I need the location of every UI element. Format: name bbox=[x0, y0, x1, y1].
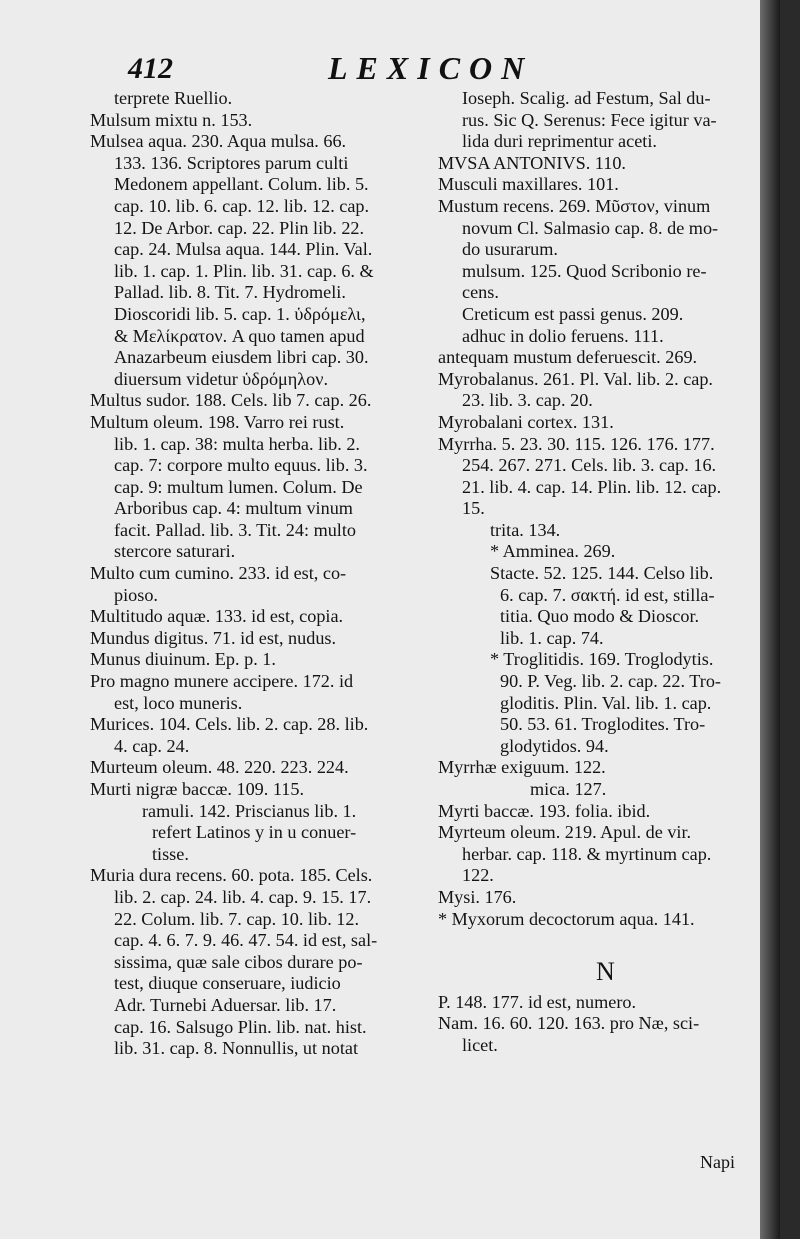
index-entry-line: lib. 2. cap. 24. lib. 4. cap. 9. 15. 17. bbox=[114, 886, 372, 907]
index-entry-line: tisse. bbox=[152, 843, 189, 864]
index-entry-line: mica. 127. bbox=[530, 779, 607, 799]
index-entry-line: Multitudo aquæ. 133. id est, copia. bbox=[90, 606, 344, 627]
index-entry-line: Myrteum oleum. 219. Apul. de vir. bbox=[438, 822, 692, 843]
index-entry-line: Creticum est passi genus. 209. bbox=[462, 303, 684, 324]
index-entry-line: Murices. 104. Cels. lib. 2. cap. 28. lib. bbox=[90, 714, 369, 735]
index-entry-line: 90. P. Veg. lib. 2. cap. 22. Tro- bbox=[500, 671, 721, 692]
index-entry-line: 122. bbox=[462, 865, 494, 886]
index-entry-line: 21. lib. 4. cap. 14. Plin. lib. 12. cap. bbox=[462, 476, 722, 497]
index-entry-line: novum Cl. Salmasio cap. 8. de mo- bbox=[462, 217, 719, 238]
index-entry-line: Mulsea aqua. 230. Aqua mulsa. 66. bbox=[90, 131, 347, 152]
index-entry-line: Ioseph. Scalig. ad Festum, Sal du- bbox=[462, 88, 711, 108]
section-gap bbox=[438, 930, 774, 952]
index-entry-line: cap. 24. Mulsa aqua. 144. Plin. Val. bbox=[114, 239, 373, 260]
index-entry-line: Mustum recens. 269. Μῦστον, vinum bbox=[438, 195, 711, 216]
index-entry-line: Murteum oleum. 48. 220. 223. 224. bbox=[90, 757, 349, 778]
index-entry-line: Medonem appellant. Colum. lib. 5. bbox=[114, 174, 369, 195]
catchword: Napi bbox=[700, 1152, 735, 1172]
index-entry-line: Pallad. lib. 8. Tit. 7. Hydromeli. bbox=[114, 282, 346, 303]
index-entry-line: ramuli. 142. Priscianus lib. 1. bbox=[142, 800, 357, 821]
page-number: 412 bbox=[128, 52, 173, 85]
index-entry-line: licet. bbox=[462, 1034, 498, 1055]
index-entry-line: Myrobalanus. 261. Pl. Val. lib. 2. cap. bbox=[438, 368, 713, 389]
index-entry-line: diuersum videtur ὑδρόμηλον. bbox=[114, 368, 328, 389]
index-entry-line: 15. bbox=[462, 498, 485, 519]
index-entry-line: lib. 1. cap. 1. Plin. lib. 31. cap. 6. & bbox=[114, 260, 374, 281]
index-entry-line: lib. 31. cap. 8. Nonnullis, ut notat bbox=[114, 1038, 358, 1059]
index-entry-line: 133. 136. Scriptores parum culti bbox=[114, 152, 349, 173]
index-entry-line: Myrrha. 5. 23. 30. 115. 126. 176. 177. bbox=[438, 433, 715, 454]
index-entry-line: cap. 4. 6. 7. 9. 46. 47. 54. id est, sal- bbox=[114, 930, 378, 951]
index-entry-line: Adr. Turnebi Aduersar. lib. 17. bbox=[114, 994, 337, 1015]
index-entry-line: pioso. bbox=[114, 584, 158, 605]
index-entry-line: sissima, quæ sale cibos durare po- bbox=[114, 951, 363, 972]
index-entry-line: P. 148. 177. id est, numero. bbox=[438, 991, 637, 1012]
index-entry-line: Murti nigræ baccæ. 109. 115. bbox=[90, 779, 305, 799]
index-entry-line: antequam mustum deferuescit. 269. bbox=[438, 347, 698, 368]
index-entry-line: Mysi. 176. bbox=[438, 886, 517, 907]
index-entry-line: stercore saturari. bbox=[114, 541, 236, 562]
index-entry-line: MVSA ANTONIVS. 110. bbox=[438, 152, 626, 173]
index-entry-line: test, diuque conseruare, iudicio bbox=[114, 973, 341, 994]
index-entry-line: cens. bbox=[462, 282, 499, 303]
index-entry-line: cap. 16. Salsugo Plin. lib. nat. hist. bbox=[114, 1016, 367, 1037]
index-entry-line: herbar. cap. 118. & myrtinum cap. bbox=[462, 843, 712, 864]
index-entry-line: lib. 1. cap. 74. bbox=[500, 627, 604, 648]
index-entry-line: Nam. 16. 60. 120. 163. pro Næ, sci- bbox=[438, 1013, 700, 1034]
index-entry-line: 50. 53. 61. Troglodites. Tro- bbox=[500, 714, 706, 735]
index-entry-line: Multo cum cumino. 233. id est, co- bbox=[90, 563, 347, 584]
index-entry-line: Mundus digitus. 71. id est, nudus. bbox=[90, 627, 337, 648]
right-column bbox=[438, 88, 774, 1057]
index-entry-line: 6. cap. 7. σακτή. id est, stilla- bbox=[500, 584, 715, 605]
index-entry-line: Anazarbeum eiusdem libri cap. 30. bbox=[114, 347, 369, 368]
index-entry-line: lida duri reprimentur aceti. bbox=[462, 131, 657, 152]
index-entry-line: Multum oleum. 198. Varro rei rust. bbox=[90, 411, 345, 432]
index-entry-line: titia. Quo modo & Dioscor. bbox=[500, 606, 700, 627]
index-entry-line: cap. 9: multum lumen. Colum. De bbox=[114, 476, 363, 497]
index-entry-line: Musculi maxillares. 101. bbox=[438, 174, 619, 195]
index-entry-line: rus. Sic Q. Serenus: Fece igitur va- bbox=[462, 109, 717, 130]
section-letter: N bbox=[596, 956, 615, 986]
index-entry-line: * Myxorum decoctorum aqua. 141. bbox=[438, 908, 695, 929]
index-entry-line: Dioscoridi lib. 5. cap. 1. ὑδρόμελι, bbox=[114, 303, 366, 324]
index-entry-line: adhuc in dolio feruens. 111. bbox=[462, 325, 664, 346]
index-entry-line: Multus sudor. 188. Cels. lib 7. cap. 26. bbox=[90, 390, 372, 411]
index-entry-line: Myrobalani cortex. 131. bbox=[438, 411, 614, 432]
index-entry-line: Arboribus cap. 4: multum vinum bbox=[114, 498, 353, 519]
index-entry-line: refert Latinos y in u conuer- bbox=[152, 822, 357, 843]
index-entry-line: do usurarum. bbox=[462, 239, 558, 260]
index-entry-line: Pro magno munere accipere. 172. id bbox=[90, 671, 354, 692]
index-entry-line: 254. 267. 271. Cels. lib. 3. cap. 16. bbox=[462, 455, 717, 476]
index-entry-line: gloditis. Plin. Val. lib. 1. cap. bbox=[500, 692, 712, 713]
index-entry-line: cap. 7: corpore multo equus. lib. 3. bbox=[114, 455, 368, 476]
index-entry-line: Munus diuinum. Ep. p. 1. bbox=[90, 649, 276, 670]
index-entry-line: 23. lib. 3. cap. 20. bbox=[462, 390, 593, 411]
index-entry-line: & Μελίκρατον. A quo tamen apud bbox=[114, 325, 365, 346]
index-entry-line: * Amminea. 269. bbox=[490, 541, 616, 562]
index-entry-line: Myrrhæ exiguum. 122. bbox=[438, 757, 606, 778]
index-entry-line: 4. cap. 24. bbox=[114, 735, 190, 756]
index-entry-line: * Troglitidis. 169. Troglodytis. bbox=[490, 649, 714, 670]
index-entry-line: terprete Ruellio. bbox=[114, 88, 233, 108]
index-entry-line: Muria dura recens. 60. pota. 185. Cels. bbox=[90, 865, 373, 886]
index-entry-line: glodytidos. 94. bbox=[500, 735, 609, 756]
index-entry-line: 12. De Arbor. cap. 22. Plin lib. 22. bbox=[114, 217, 365, 238]
index-entry-line: Stacte. 52. 125. 144. Celso lib. bbox=[490, 563, 714, 584]
index-entry-line: Myrti baccæ. 193. folia. ibid. bbox=[438, 800, 651, 821]
index-entry-line: Mulsum mixtu n. 153. bbox=[90, 109, 253, 130]
index-entry-line: cap. 10. lib. 6. cap. 12. lib. 12. cap. bbox=[114, 195, 370, 216]
left-column bbox=[90, 88, 430, 1060]
book-spine bbox=[760, 0, 780, 1239]
index-entry-line: trita. 134. bbox=[490, 519, 561, 540]
running-title: LEXICON bbox=[328, 50, 534, 86]
index-entry-line: est, loco muneris. bbox=[114, 692, 243, 713]
index-entry-line: 22. Colum. lib. 7. cap. 10. lib. 12. bbox=[114, 908, 360, 929]
index-entry-line: mulsum. 125. Quod Scribonio re- bbox=[462, 260, 707, 281]
index-entry-line: lib. 1. cap. 38: multa herba. lib. 2. bbox=[114, 433, 360, 454]
index-entry-line: facit. Pallad. lib. 3. Tit. 24: multo bbox=[114, 519, 357, 540]
